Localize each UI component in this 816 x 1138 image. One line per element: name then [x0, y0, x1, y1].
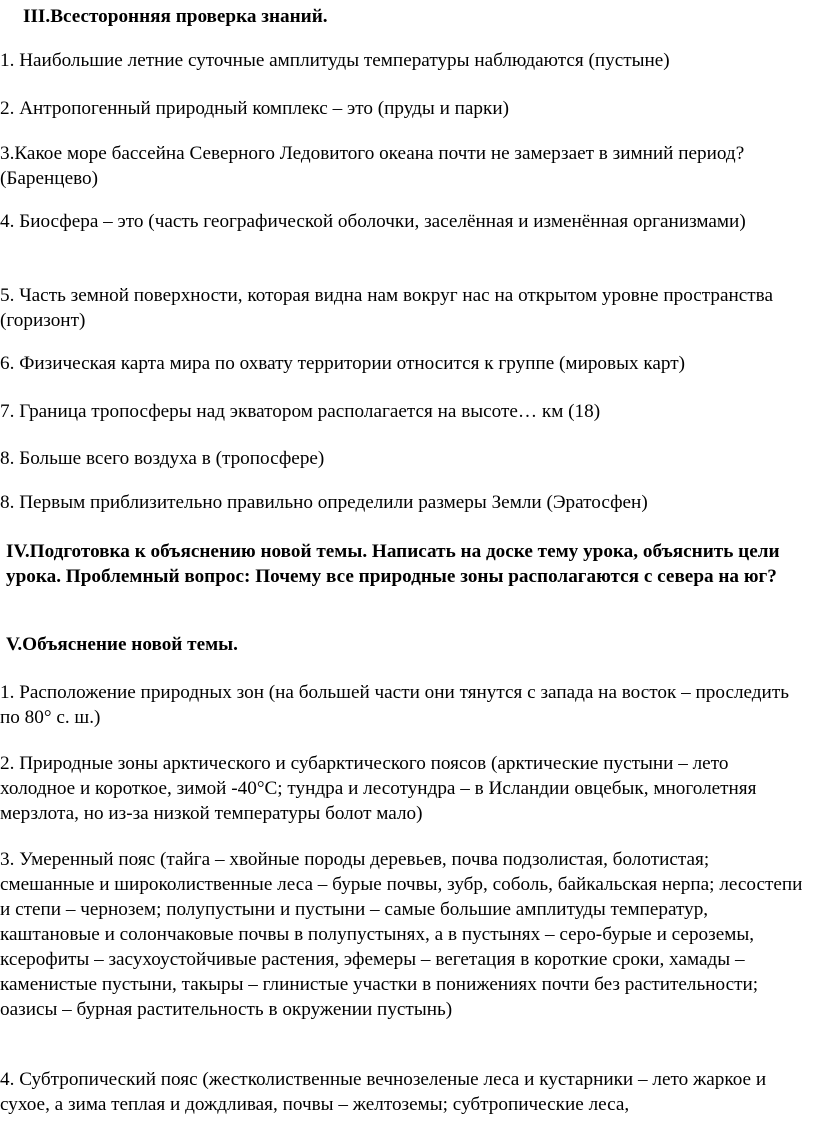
- quiz-item-4: 4. Биосфера – это (часть географической оболочки, заселённая и изменённая организмами): [0, 211, 746, 232]
- quiz-item-9: 8. Первым приблизительно правильно определили размеры Земли (Эратосфен): [0, 492, 648, 513]
- explanation-item-1: 1. Расположение природных зон (на большей части они тянутся с запада на восток – проследить по 80° с. ш.): [0, 682, 789, 728]
- quiz-item-2: 2. Антропогенный природный комплекс – это (пруды и парки): [0, 98, 510, 119]
- quiz-item-1: 1. Наибольшие летние суточные амплитуды температуры наблюдаются (пустыне): [0, 50, 670, 71]
- quiz-item-7: 7. Граница тропосферы над экватором располагается на высоте… км (18): [0, 401, 601, 422]
- quiz-item-3: 3.Какое море бассейна Северного Ледовитого океана почти не замерзает в зимний период? (Баренцево): [0, 143, 745, 189]
- quiz-item-6: 6. Физическая карта мира по охвату территории относится к группе (мировых карт): [0, 353, 686, 374]
- explanation-item-4: 4. Субтропический пояс (жестколиственные вечнозеленые леса и кустарники – лето жаркое и сухое, а зима теплая и дождливая, почвы – желтоземы; субтропические леса,: [0, 1069, 767, 1115]
- explanation-item-3: 3. Умеренный пояс (тайга – хвойные породы деревьев, почва подзолистая, болотистая; смешанные и широколиственные леса – бурые почвы, зубр, соболь, байкальская нерпа; лесостепи и степи – чернозем; полупустыни и пустыни – самые большие амплитуды температур, каштановые и солончаковые почвы в полупустынях, а в пустынях – серо-бурые и сероземы, ксерофиты – засухоустойчивые растения, эфемеры – вегетация в короткие сроки, хамады – каменистые пустыни, такыры – глинистые участки в понижениях почти без растительности; оазисы – бурная растительность в окружении пустынь): [0, 849, 803, 1020]
- section-4-title: IV.Подготовка к объяснению новой темы. Написать на доске тему урока, объяснить цели урока. Проблемный вопрос: Почему все природные зоны располагаются с севера на юг?: [6, 541, 780, 587]
- explanation-item-2: 2. Природные зоны арктического и субарктического поясов (арктические пустыни – лето холодное и короткое, зимой -40°С; тундра и лесотундра – в Исландии овцебык, многолетняя мерзлота, но из-за низкой температуры болот мало): [0, 753, 757, 824]
- quiz-item-8: 8. Больше всего воздуха в (тропосфере): [0, 448, 325, 469]
- section-5-title: V.Объяснение новой темы.: [6, 634, 238, 655]
- section-3-title: III.Всесторонняя проверка знаний.: [23, 6, 328, 27]
- quiz-item-5: 5. Часть земной поверхности, которая видна нам вокруг нас на открытом уровне пространства (горизонт): [0, 285, 773, 331]
